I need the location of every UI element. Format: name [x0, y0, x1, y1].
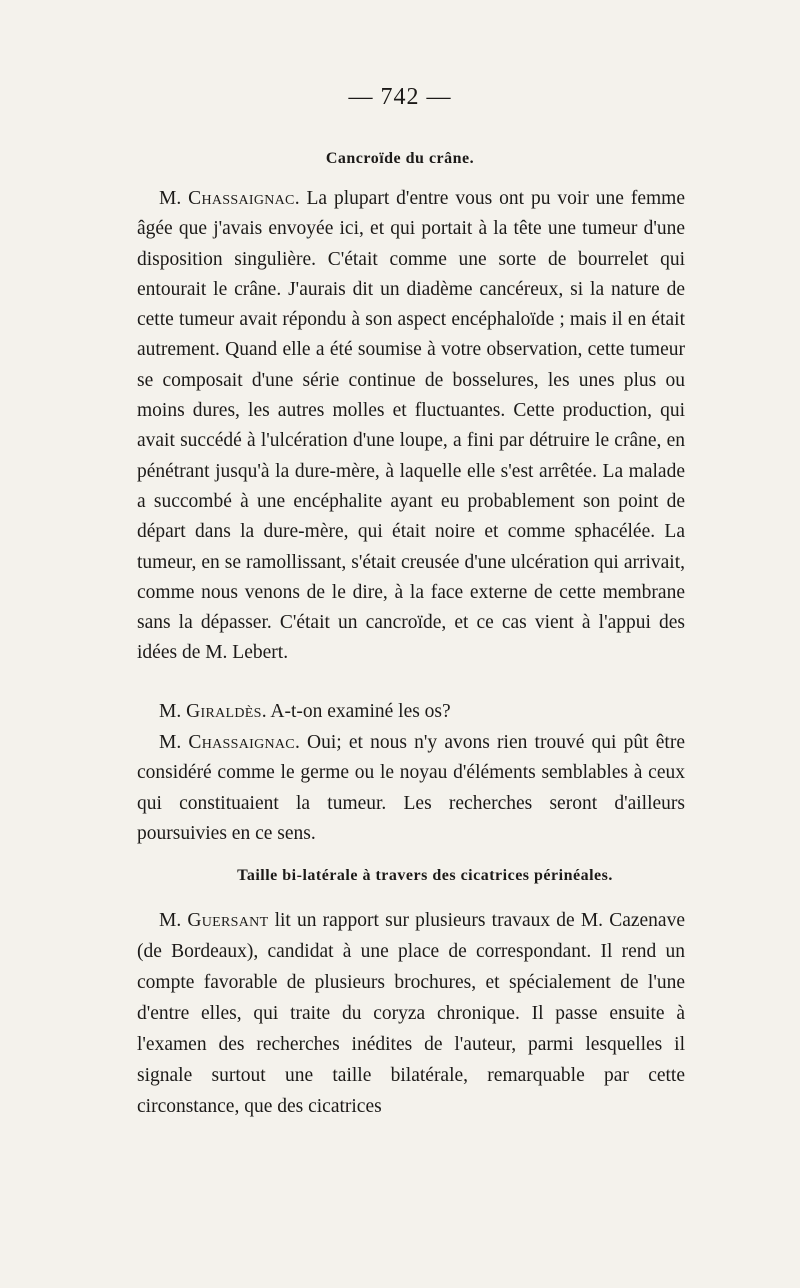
speaker-prefix: M. [159, 910, 188, 931]
section-heading-cancroide: Cancroïde du crâne. [325, 150, 475, 167]
paragraph-giraldes [137, 697, 685, 727]
speaker-name: Chassaignac [188, 188, 295, 209]
paragraph-text: . La plupart d'entre vous ont pu voir une femme âgée que j'avais envoyée ici, et qui portait à la tête une tumeur d'une disposition singulière. C'était comme une sorte de bourrelet qui entourait le crâne. J'aurais dit un diadème cancéreux, si la nature de cette tumeur avait répondu à son aspect encéphaloïde ; mais il en était autrement. Quand elle a été soumise à votre observation, cette tumeur se composait d'une série continue de bosselures, les unes plus ou moins dures, les autres molles et fluctuantes. Cette production, qui avait succédé à l'ulcération d'une loupe, a fini par détruire le crâne, en pénétrant jusqu'à la dure-mère, à laquelle elle s'est arrêtée. La malade a succombé à une encéphalite ayant eu probablement son point de départ dans la dure-mère, qui était noire et comme sphacélée. La tumeur, en se ramollissant, s'était creusée d'une ulcération qui arrivait, comme nous venons de le dire, à la face externe de cette membrane sans la dépasser. C'était un cancroïde, et ce cas vient à l'appui des idées de M. Lebert. [137, 188, 685, 664]
paragraph-text: . Oui; et nous n'y avons rien trouvé qui pût être considéré comme le germe ou le noyau d'éléments semblables à ceux qui constituaient la tumeur. Les recherches seront d'ailleurs poursuivies en ce sens. [137, 732, 685, 844]
paragraph-chassaignac-2 [137, 728, 685, 849]
section-heading-taille: Taille bi-latérale à travers des cicatrices périnéales. [237, 867, 613, 884]
speaker-name: Chassaignac [188, 732, 295, 753]
speaker-prefix: M. [159, 188, 189, 209]
speaker-name: Guersant [187, 910, 269, 931]
speaker-prefix: M. [159, 701, 187, 722]
paragraph-guersant [137, 905, 685, 1122]
paragraph-chassaignac-1 [137, 184, 685, 669]
page-number: — 742 — [348, 84, 452, 110]
paragraph-text: lit un rapport sur plusieurs travaux de M. Cazenave (de Bordeaux), candidat à une place de correspondant. Il rend un compte favorable de plusieurs brochures, et spécialement de l'une d'entre elles, qui traite du coryza chronique. Il passe ensuite à l'examen des recherches inédites de l'auteur, parmi lesquelles il signale surtout une taille bilatérale, remarquable par cette circonstance, que des cicatrices [137, 910, 685, 1117]
speaker-name: Giraldès [186, 701, 262, 722]
paragraph-text: . A-t-on examiné les os? [261, 701, 451, 722]
speaker-prefix: M. [159, 732, 189, 753]
